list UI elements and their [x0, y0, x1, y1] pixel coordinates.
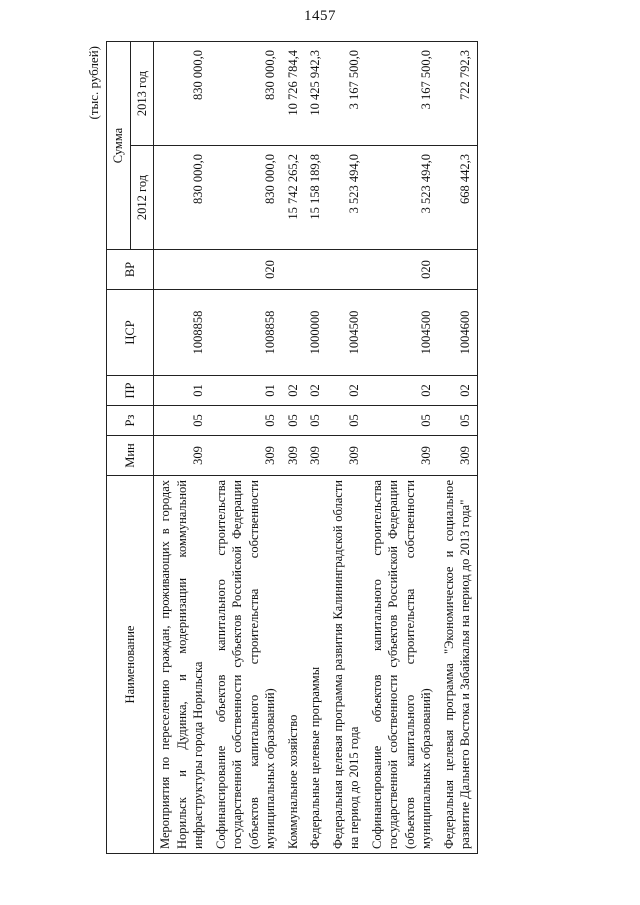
- row-rz: 05: [327, 406, 366, 436]
- row-amount-2013: 3 167 500,0: [366, 42, 438, 146]
- table-row: [366, 42, 438, 854]
- row-rz: 05: [304, 406, 327, 436]
- row-min: 309: [154, 436, 210, 476]
- row-pr: 02: [438, 376, 478, 406]
- row-min: 309: [304, 436, 327, 476]
- row-vr: [438, 250, 478, 290]
- row-vr: 020: [210, 250, 282, 290]
- row-rz: 05: [282, 406, 305, 436]
- row-pr: 02: [304, 376, 327, 406]
- header-csr: ЦСР: [107, 290, 154, 376]
- row-min: 309: [438, 436, 478, 476]
- header-2013: 2013 год: [130, 42, 154, 146]
- row-amount-2012: 3 523 494,0: [327, 146, 366, 250]
- table-header-row: [107, 42, 131, 854]
- row-csr: 1004500: [327, 290, 366, 376]
- table-row: [304, 42, 327, 854]
- row-pr: 02: [366, 376, 438, 406]
- row-name: Софинансирование объектов капитального строительства государственной собственности субъектов Российской Федерации (объектов капитального строительства собственности муниципальных образований): [210, 476, 282, 854]
- header-sum: Сумма: [107, 42, 131, 250]
- row-csr: 1004500: [366, 290, 438, 376]
- row-csr: [282, 290, 305, 376]
- row-amount-2012: 3 523 494,0: [366, 146, 438, 250]
- row-vr: [304, 250, 327, 290]
- header-pr: ПР: [107, 376, 154, 406]
- row-amount-2013: 830 000,0: [154, 42, 210, 146]
- row-pr: 01: [154, 376, 210, 406]
- row-vr: [282, 250, 305, 290]
- row-pr: 01: [210, 376, 282, 406]
- row-rz: 05: [438, 406, 478, 436]
- unit-note: (тыс. рублей): [86, 46, 101, 120]
- row-amount-2012: 15 158 189,8: [304, 146, 327, 250]
- header-min: Мин: [107, 436, 154, 476]
- row-rz: 05: [366, 406, 438, 436]
- header-name: Наименование: [107, 476, 154, 854]
- row-pr: 02: [327, 376, 366, 406]
- table-row: [154, 42, 210, 854]
- rotated-table-region: [86, 42, 541, 854]
- row-vr: [327, 250, 366, 290]
- row-min: 309: [210, 436, 282, 476]
- row-csr: 1008858: [154, 290, 210, 376]
- budget-table: [106, 41, 478, 854]
- row-amount-2012: 830 000,0: [210, 146, 282, 250]
- row-name: Федеральные целевые программы: [304, 476, 327, 854]
- header-rz: Рз: [107, 406, 154, 436]
- row-name: Мероприятия по переселению граждан, проживающих в городах Норильск и Дудинка, и модернизации коммунальной инфраструктуры города Норильска: [154, 476, 210, 854]
- row-min: 309: [327, 436, 366, 476]
- row-vr: [154, 250, 210, 290]
- row-csr: 1008858: [210, 290, 282, 376]
- header-2012: 2012 год: [130, 146, 154, 250]
- row-pr: 02: [282, 376, 305, 406]
- row-amount-2013: 10 726 784,4: [282, 42, 305, 146]
- row-amount-2013: 10 425 942,3: [304, 42, 327, 146]
- table-row: [210, 42, 282, 854]
- table-row: [438, 42, 478, 854]
- row-name: Софинансирование объектов капитального строительства государственной собственности субъектов Российской Федерации (объектов капитального строительства собственности муниципальных образований): [366, 476, 438, 854]
- row-name: Федеральная целевая программа развития Калининградской области на период до 2015 года: [327, 476, 366, 854]
- page-number: 1457: [304, 8, 336, 24]
- row-amount-2013: 722 792,3: [438, 42, 478, 146]
- row-amount-2013: 3 167 500,0: [327, 42, 366, 146]
- row-csr: 1000000: [304, 290, 327, 376]
- row-min: 309: [366, 436, 438, 476]
- header-vr: ВР: [107, 250, 154, 290]
- row-min: 309: [282, 436, 305, 476]
- row-name: Коммунальное хозяйство: [282, 476, 305, 854]
- row-amount-2012: 668 442,3: [438, 146, 478, 250]
- row-csr: 1004600: [438, 290, 478, 376]
- table-row: [282, 42, 305, 854]
- row-name: Федеральная целевая программа "Экономическое и социальное развитие Дальнего Востока и Забайкалья на период до 2013 года": [438, 476, 478, 854]
- row-amount-2012: 15 742 265,2: [282, 146, 305, 250]
- row-amount-2013: 830 000,0: [210, 42, 282, 146]
- row-rz: 05: [154, 406, 210, 436]
- row-rz: 05: [210, 406, 282, 436]
- row-amount-2012: 830 000,0: [154, 146, 210, 250]
- row-vr: 020: [366, 250, 438, 290]
- table-row: [327, 42, 366, 854]
